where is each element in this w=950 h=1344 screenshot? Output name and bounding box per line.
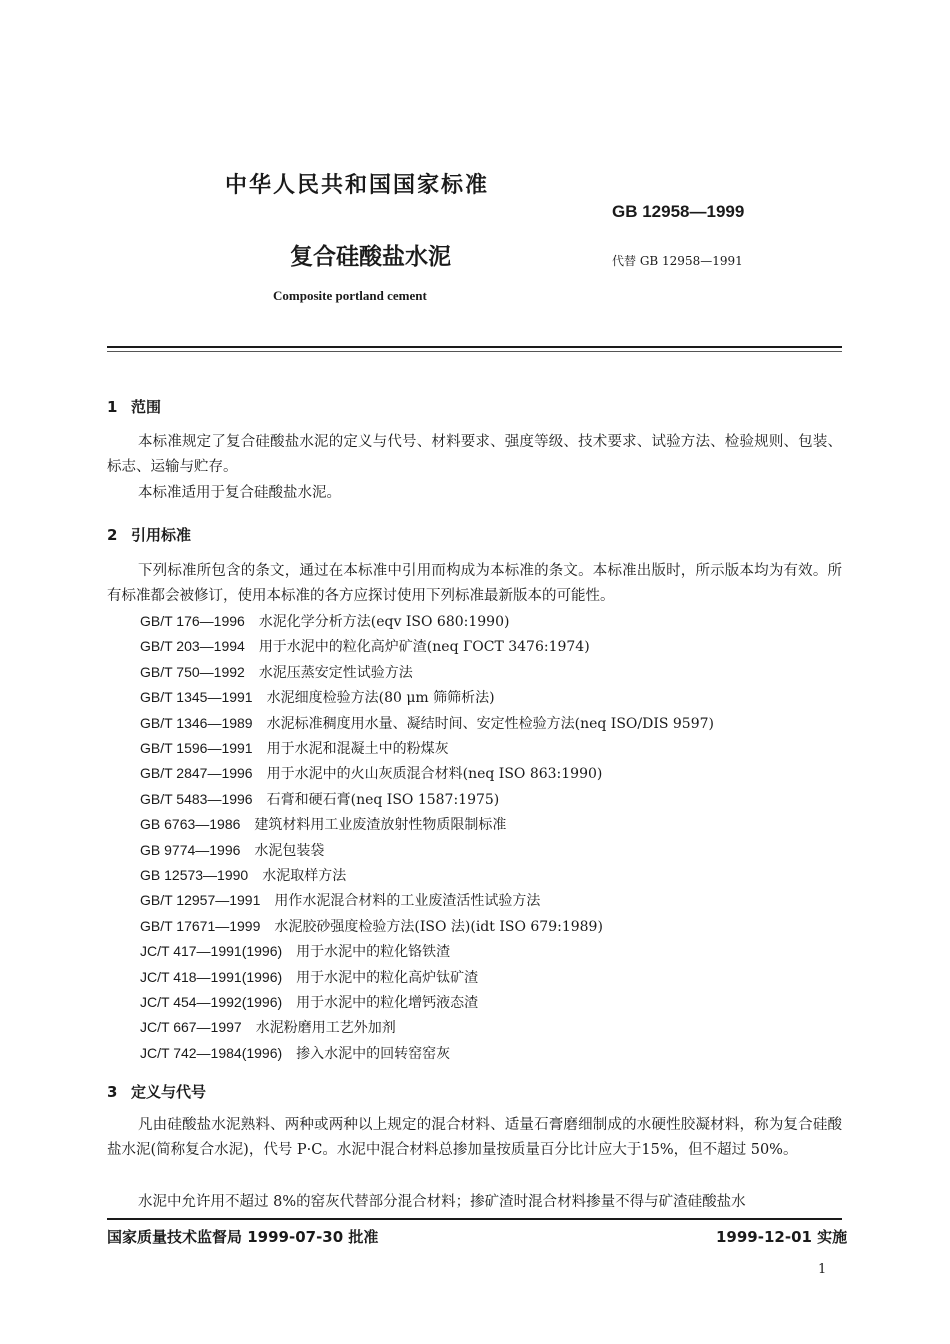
reference-title: 水泥标准稠度用水量、凝结时间、安定性检验方法(neq ISO/DIS 9597) xyxy=(266,715,714,732)
section-heading-references xyxy=(107,524,191,545)
header-divider-thin xyxy=(107,351,842,352)
footer-divider xyxy=(107,1218,842,1220)
reference-title: 石膏和硬石膏(neq ISO 1587:1975) xyxy=(266,791,500,808)
reference-item xyxy=(140,814,506,835)
reference-title: 用于水泥中的粒化高炉矿渣(neq ГОСТ 3476:1974) xyxy=(258,639,590,656)
reference-title: 水泥胶砂强度检验方法(ISO 法)(idt ISO 679:1989) xyxy=(274,918,603,935)
reference-title: 水泥取样方法 xyxy=(262,868,347,884)
section-number: 3 xyxy=(107,1083,118,1101)
reference-code: GB/T 1345—1991 xyxy=(140,689,253,706)
reference-code: JC/T 418—1991(1996) xyxy=(140,968,283,985)
replaces-note: 代替 GB 12958—1991 xyxy=(612,254,743,268)
reference-code: GB/T 1596—1991 xyxy=(140,740,253,756)
reference-code: JC/T 667—1997 xyxy=(140,1019,242,1036)
reference-code: GB/T 1346—1989 xyxy=(140,714,253,731)
reference-code: GB/T 203—1994 xyxy=(140,638,245,655)
reference-item xyxy=(140,840,324,861)
reference-item xyxy=(140,1043,450,1064)
reference-title: 用于水泥中的粒化增钙液态渣 xyxy=(296,995,479,1011)
reference-title: 用于水泥中的粒化高炉钛矿渣 xyxy=(296,969,479,986)
english-title: Composite portland cement xyxy=(273,288,427,303)
reference-item xyxy=(140,687,495,708)
standard-code: GB 12958—1999 xyxy=(612,202,745,221)
reference-code: GB/T 176—1996 xyxy=(140,613,245,629)
reference-code: JC/T 454—1992(1996) xyxy=(140,994,283,1010)
reference-item xyxy=(140,967,478,988)
section-heading-scope xyxy=(107,396,161,417)
section-heading-definition xyxy=(107,1081,206,1102)
scope-paragraph-1: 本标准规定了复合硅酸盐水泥的定义与代号、材料要求、强度等级、技术要求、试验方法、检验规则、包装、标志、运输与贮存。 xyxy=(107,434,842,475)
header-divider xyxy=(107,346,842,348)
reference-code: JC/T 742—1984(1996) xyxy=(140,1044,283,1061)
effective-date: 1999-12-01 实施 xyxy=(716,1228,848,1246)
reference-title: 水泥压蒸安定性试验方法 xyxy=(258,664,413,681)
reference-code: GB 12573—1990 xyxy=(140,867,249,883)
section-number: 1 xyxy=(107,398,118,416)
definition-paragraph-1: 凡由硅酸盐水泥熟料、两种或两种以上规定的混合材料、适量石膏磨细制成的水硬性胶凝材料，称为复合硅酸盐水泥(简称复合水泥)，代号 P·C。水泥中混合材料总掺加量按质量百分比计应大于15%，但不超过 50%。 xyxy=(107,1117,842,1158)
reference-item xyxy=(140,916,603,937)
reference-item xyxy=(140,992,478,1013)
reference-title: 水泥化学分析方法(eqv ISO 680:1990) xyxy=(258,614,510,630)
definition-paragraph-2: 水泥中允许用不超过 8%的窑灰代替部分混合材料；掺矿渣时混合材料掺量不得与矿渣硅酸盐水 xyxy=(138,1194,746,1210)
reference-code: JC/T 417—1991(1996) xyxy=(140,943,283,960)
reference-title: 用于水泥中的粒化铬铁渣 xyxy=(296,944,451,961)
page-number: 1 xyxy=(818,1262,827,1277)
reference-title: 用于水泥中的火山灰质混合材料(neq ISO 863:1990) xyxy=(266,766,603,783)
reference-item xyxy=(140,941,450,962)
document-title: 复合硅酸盐水泥 xyxy=(290,244,451,270)
approval-info: 国家质量技术监督局 1999-07-30 批准 xyxy=(107,1228,379,1246)
section-number: 2 xyxy=(107,526,118,544)
reference-item xyxy=(140,1017,396,1038)
reference-title: 水泥包装袋 xyxy=(254,842,325,859)
reference-item xyxy=(140,611,509,632)
reference-item xyxy=(140,636,590,657)
reference-title: 用于水泥和混凝土中的粉煤灰 xyxy=(266,741,449,757)
reference-code: GB/T 2847—1996 xyxy=(140,765,253,782)
reference-title: 建筑材料用工业废渣放射性物质限制标准 xyxy=(254,817,507,834)
reference-code: GB 6763—1986 xyxy=(140,816,241,833)
section-title: 范围 xyxy=(131,398,162,416)
reference-title: 掺入水泥中的回转窑窑灰 xyxy=(296,1045,451,1062)
reference-item xyxy=(140,865,346,886)
reference-item xyxy=(140,890,540,911)
section-title: 引用标准 xyxy=(131,526,192,544)
reference-title: 水泥粉磨用工艺外加剂 xyxy=(255,1020,396,1037)
references-intro: 下列标准所包含的条文，通过在本标准中引用而构成为本标准的条文。本标准出版时，所示版本均为有效。所有标准都会被修订，使用本标准的各方应探讨使用下列标准最新版本的可能性。 xyxy=(107,563,842,604)
section-title: 定义与代号 xyxy=(131,1083,207,1101)
reference-item xyxy=(140,789,499,810)
reference-title: 用作水泥混合材料的工业废渣活性试验方法 xyxy=(274,893,541,910)
reference-code: GB/T 5483—1996 xyxy=(140,790,253,807)
reference-code: GB 9774—1996 xyxy=(140,841,241,858)
scope-paragraph-2: 本标准适用于复合硅酸盐水泥。 xyxy=(138,485,341,501)
reference-title: 水泥细度检验方法(80 μm 筛筛析法) xyxy=(266,690,495,707)
reference-item xyxy=(140,738,449,759)
reference-code: GB/T 17671—1999 xyxy=(140,917,261,934)
reference-item xyxy=(140,763,602,784)
national-standard-label: 中华人民共和国国家标准 xyxy=(225,173,490,198)
reference-item xyxy=(140,713,714,734)
reference-code: GB/T 750—1992 xyxy=(140,663,245,680)
reference-code: GB/T 12957—1991 xyxy=(140,892,261,909)
reference-item xyxy=(140,662,413,683)
